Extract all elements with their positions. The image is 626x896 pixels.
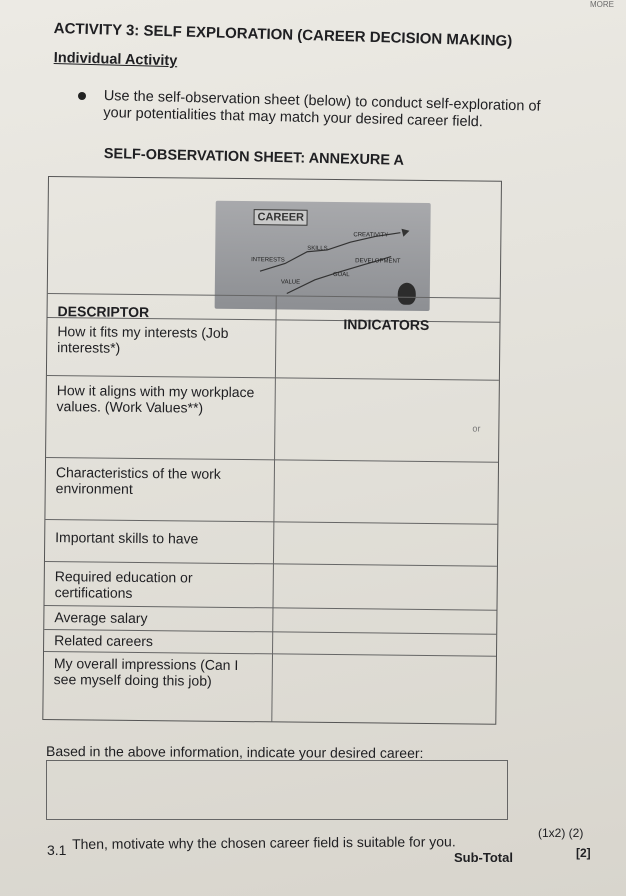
column-divider [271, 295, 276, 721]
creativity-label: CREATIVITY [353, 232, 389, 239]
skills-label: SKILLS [307, 245, 328, 252]
goal-label: GOAL [332, 271, 350, 279]
corner-mark: MORE [590, 0, 614, 9]
row-divider [45, 561, 497, 567]
row-divider [46, 457, 498, 463]
self-observation-table [42, 176, 502, 725]
descriptor-cell: My overall impressions (Can I see myself doing this job) [53, 655, 239, 689]
question-text: Then, motivate why the chosen career field is suitable for you. [72, 833, 456, 852]
sheet-title: SELF-OBSERVATION SHEET: ANNEXURE A [103, 146, 405, 169]
indicators-header: INDICATORS [343, 316, 430, 334]
question-number: 3.1 [47, 842, 67, 858]
career-answer-box[interactable] [46, 760, 508, 820]
question-marks: (1x2) (2) [538, 826, 584, 840]
row-divider [47, 375, 499, 381]
instruction-text: Use the self-observation sheet (below) to conduct self-exploration of your potentialities that may match your desired career field. [103, 88, 541, 131]
descriptor-cell: Related careers [54, 632, 154, 650]
career-label: CAREER [253, 209, 308, 226]
descriptor-header: DESCRIPTOR [57, 303, 150, 321]
descriptor-cell: Important skills to have [55, 529, 199, 547]
row-divider [45, 519, 497, 525]
development-label: DEVELOPMENT [355, 258, 401, 265]
hand-icon [398, 283, 416, 305]
bullet-point [78, 92, 86, 100]
career-prompt: Based in the above information, indicate your desired career: [45, 743, 424, 761]
subtotal-label: Sub-Total [454, 850, 513, 865]
subtotal-marks: [2] [576, 846, 591, 860]
activity-subtitle: Individual Activity [53, 50, 178, 70]
descriptor-cell: How it aligns with my workplace values. (Work Values**) [56, 382, 255, 416]
interests-label: INTERESTS [251, 257, 285, 264]
descriptor-cell: Required education or certifications [54, 568, 193, 601]
pencil-scribble: or [472, 423, 481, 434]
descriptor-cell: How it fits my interests (Job interests*) [57, 323, 229, 356]
activity-title: ACTIVITY 3: SELF EXPLORATION (CAREER DECISION MAKING) [53, 20, 513, 50]
value-label: VALUE [280, 279, 301, 286]
descriptor-cell: Average salary [54, 609, 148, 627]
descriptor-cell: Characteristics of the work environment [55, 464, 221, 497]
